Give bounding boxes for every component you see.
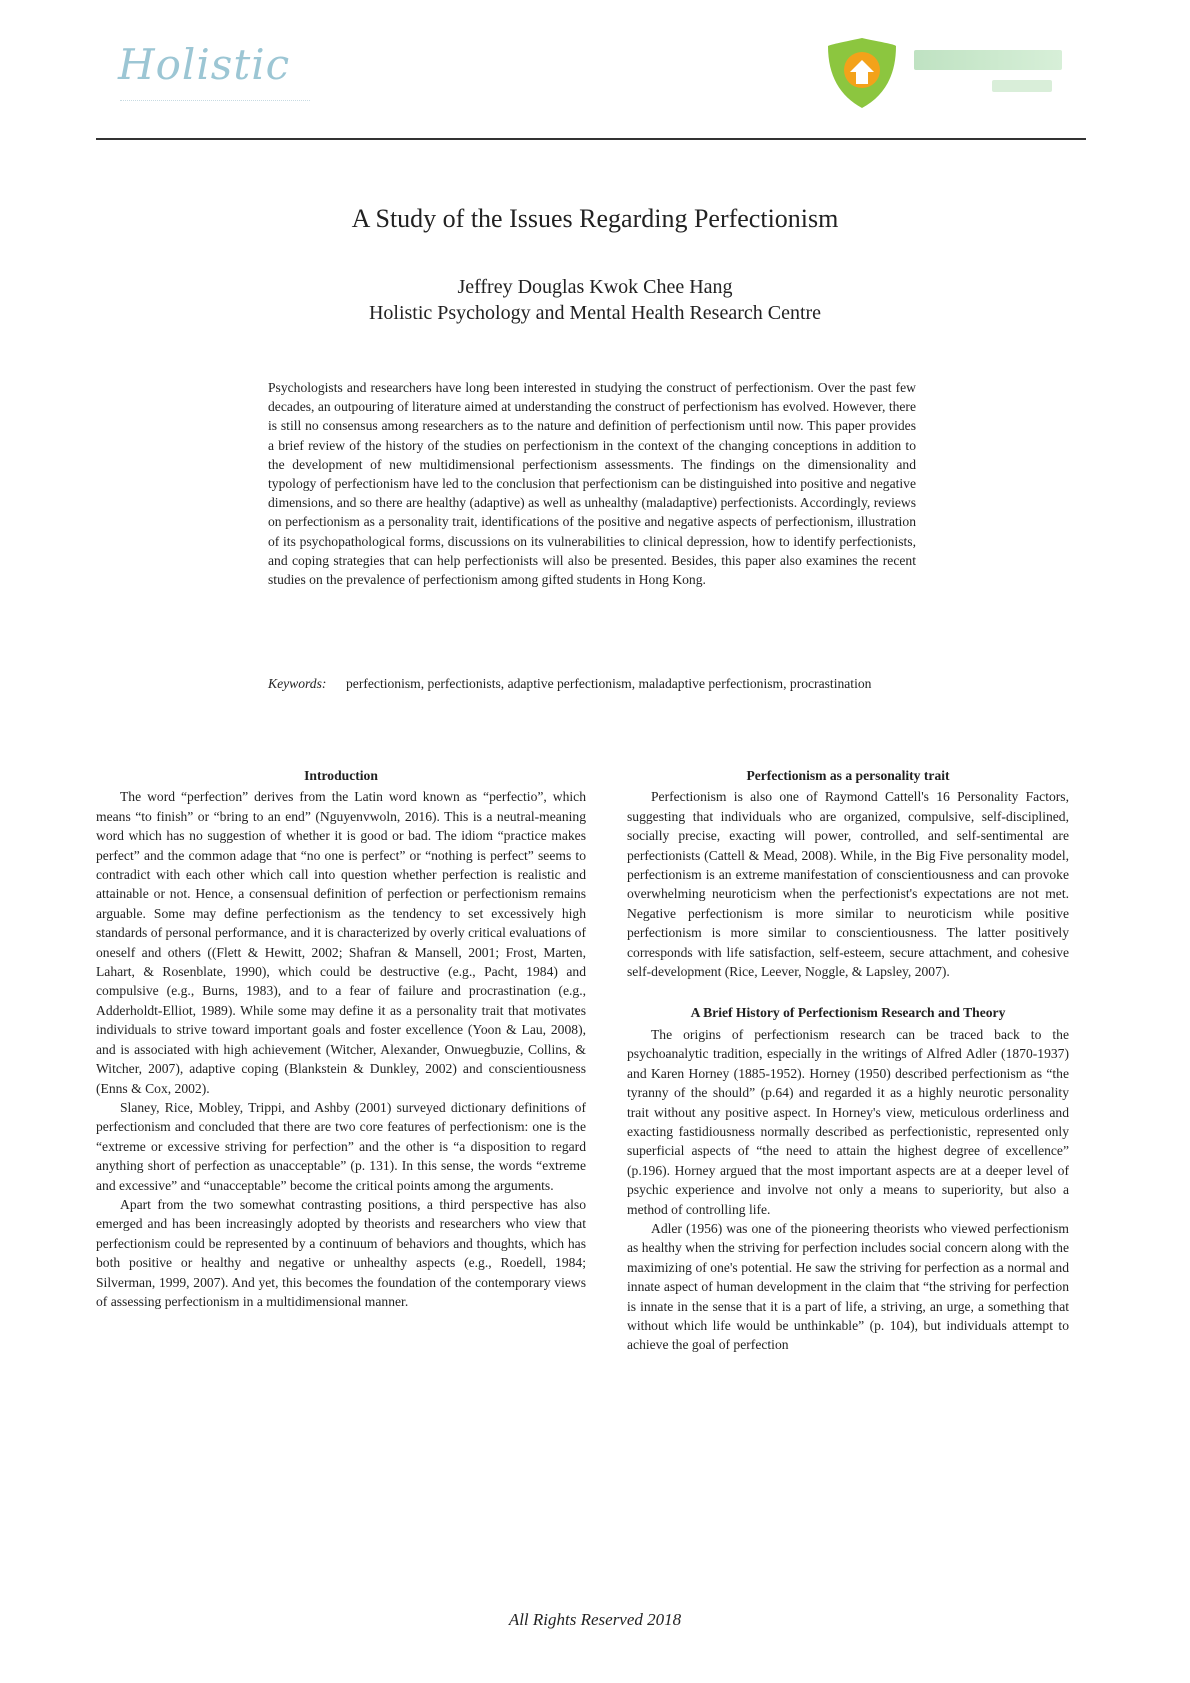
right-column — [627, 766, 1069, 1355]
section-heading-personality-trait: Perfectionism as a personality trait — [746, 768, 950, 783]
author-name: Jeffrey Douglas Kwok Chee Hang — [457, 276, 733, 298]
paragraph: The origins of perfectionism research can be traced back to the psychoanalytic tradition, especially in the writings of Alfred Adler (1870-1937) and Karen Horney (1885-1952). Horney (1950) described perfectionism as “the tyranny of the should” (p.64) and regarded it as a highly neurotic personality trait without any positive aspect. In Horney's view, meticulous orderliness and exacting fastidiousness normally described as perfectionistic, represented only superficial aspects of “the need to attain the highest degree of excellence” (p.196). Horney argued that the most important aspects are at a deeper level of psychic experience and involve not only a means to superiority, but also a method of controlling life. — [627, 1026, 1069, 1217]
logo-chinese-text — [914, 50, 1062, 70]
header-rule — [96, 138, 1086, 140]
paragraph: Slaney, Rice, Mobley, Trippi, and Ashby (2001) surveyed dictionary definitions of perfectionism and concluded that there are two core features of perfectionism: one is the “extreme or excessive striving for perfection” and the other is “a disposition to regard anything short of perfection as unacceptable” (p. 131). In this sense, the words “extreme and excessive” and “unacceptable” become the critical points among the arguments. — [96, 1099, 586, 1193]
section-heading-introduction: Introduction — [304, 768, 378, 783]
keywords-text: perfectionism, perfectionists, adaptive perfectionism, maladaptive perfectionism, procrastination — [346, 676, 872, 691]
holistic-logo-tagline — [120, 100, 310, 105]
holistic-logo-text: Holistic — [118, 40, 291, 89]
holistic-logo — [118, 40, 358, 120]
paragraph: Apart from the two somewhat contrasting positions, a third perspective has also emerged and has been increasingly adopted by theorists and researchers who view that perfectionism could be represented by a continuum of behaviors and thoughts, which has both positive or healthy and negative or unhealthy aspects (e.g., Roedell, 1984; Silverman, 1999, 2007). And yet, this becomes the foundation of the contemporary views of assessing perfectionism in a multidimensional manner. — [96, 1196, 586, 1309]
abstract: Psychologists and researchers have long been interested in studying the construct of perfectionism. Over the past few decades, an outpouring of literature aimed at understanding the construct of perfectionism has evolved. However, there is still no consensus among researchers as to the nature and definition of perfectionism until now. This paper provides a brief review of the history of the studies on perfectionism in the context of the changing conceptions in addition to the development of new multidimensional perfectionism assessments. The findings on the dimensionality and typology of perfectionism have led to the conclusion that perfectionism can be distinguished into positive and negative dimensions, and so there are healthy (adaptive) as well as unhealthy (maladaptive) perfectionists. Accordingly, reviews on perfectionism as a personality trait, identifications of the positive and negative aspects of perfectionism, illustration of its psychopathological forms, discussions on its vulnerabilities to clinical depression, how to identify perfectionists, and coping strategies that can help perfectionists will also be presented. Besides, this paper also examines the recent studies on the prevalence of perfectionism among gifted students in Hong Kong. — [268, 380, 916, 588]
paper-title: A Study of the Issues Regarding Perfectionism — [351, 204, 839, 233]
paragraph: The word “perfection” derives from the Latin word known as “perfectio”, which means “to finish” or “bring to an end” (Nguyenvwoln, 2016). This is a neutral-meaning word which has no suggestion of whether it is good or bad. The idiom “practice makes perfect” and the common adage that “no one is perfect” or “nothing is perfect” seems to contradict with each other which call into question whether perfection is realistic and attainable or not. Hence, a consensual definition of perfection or perfectionism remains arguable. Some may define perfectionism as the tendency to set excessively high standards of personal performance, and it is characterized by overly critical evaluations of oneself and others ((Flett & Hewitt, 2002; Shafran & Mansell, 2001; Frost, Marten, Lahart, & Rosenblate, 1990), which could be destructive (e.g., Pacht, 1984) and compulsive (e.g., Burns, 1983), and to a fear of failure and procrastination (e.g., Adderholdt-Elliot, 1989). While some may define it as a personality trait that motivates individuals to strive toward important goals and foster excellence (Yoon & Lau, 2008), and is associated with high achievement (Witcher, Alexander, Onwuegbuzie, Collins, & Witcher, 2007), adaptive coping (Blankstein & Dunkley, 2002) and conscientiousness (Enns & Cox, 2002). — [96, 789, 586, 1096]
research-centre-logo — [822, 32, 1072, 112]
shield-logo-icon — [822, 32, 902, 112]
paragraph: Adler (1956) was one of the pioneering theorists who viewed perfectionism as healthy when the striving for perfection includes social concern along with the maximizing of one's potential. He saw the striving for perfection as a normal and innate aspect of human development in the claim that “the striving for perfection is innate in the sense that it is a part of life, a striving, an urge, a something that without which life would be unthinkable” (p. 104), but individuals attempt to achieve the goal of perfection — [627, 1220, 1069, 1353]
keywords — [268, 674, 916, 693]
left-column — [96, 766, 586, 1311]
paragraph: Perfectionism is also one of Raymond Cattell's 16 Personality Factors, suggesting that individuals who are organized, compulsive, self-disciplined, socially precise, exacting will power, controlled, and self-sentimental are perfectionists (Cattell & Mead, 2008). While, in the Big Five personality model, perfectionism is an extreme manifestation of conscientiousness and can provoke overwhelming neuroticism when the perfectionist's expectations are not met. Negative perfectionism is more similar to neuroticism while positive perfectionism is more similar to conscientiousness. The latter positively corresponds with life satisfaction, self-esteem, secure attachment, and cohesive self-development (Rice, Leever, Noggle, & Lapsley, 2007). — [627, 789, 1069, 980]
page-footer: All Rights Reserved 2018 — [508, 1610, 682, 1629]
author-affiliation: Holistic Psychology and Mental Health Research Centre — [368, 302, 822, 324]
keywords-label: Keywords: — [268, 676, 327, 691]
logo-english-text — [992, 80, 1052, 92]
section-heading-brief-history: A Brief History of Perfectionism Research and Theory — [690, 1005, 1006, 1021]
